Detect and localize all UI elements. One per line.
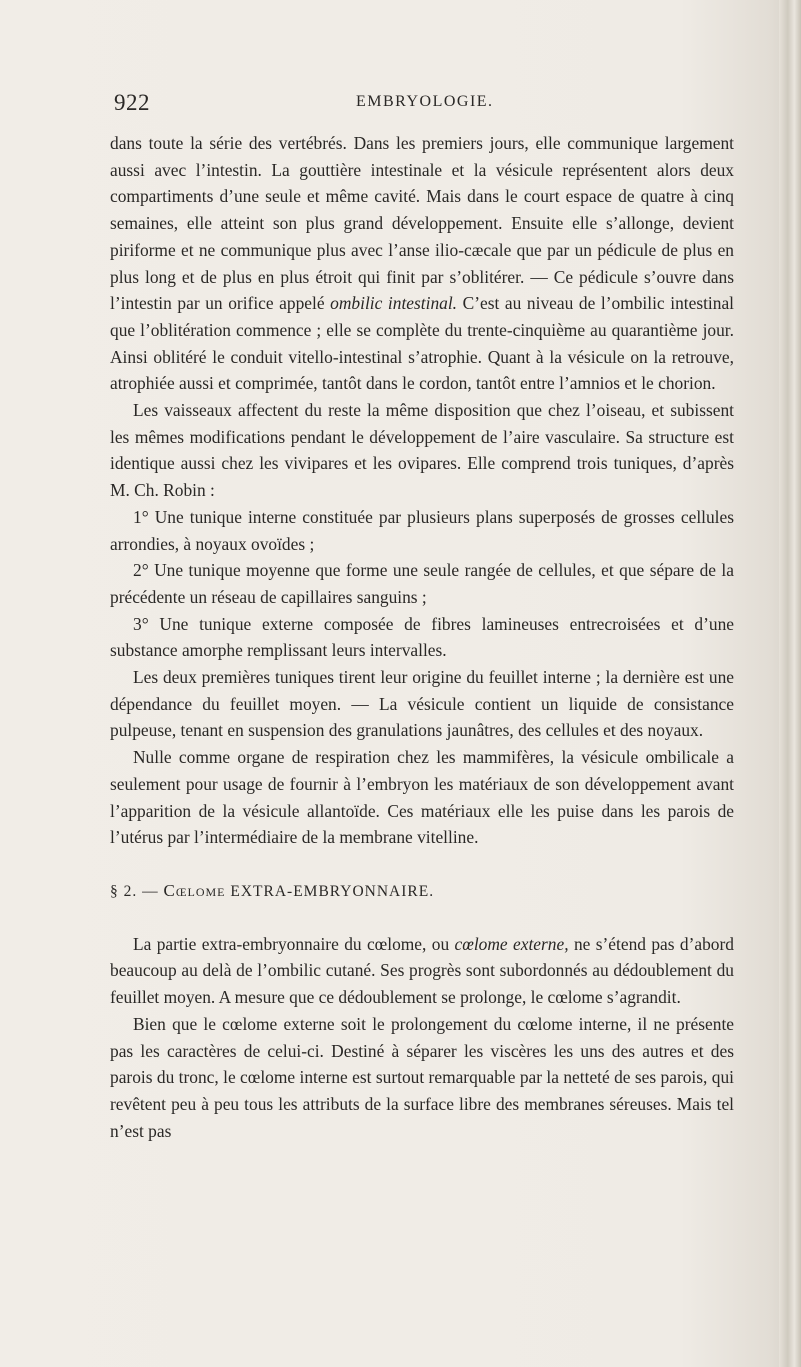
paragraph-7: Nulle comme organe de respiration chez les mammifères, la vésicule ombilicale a seulement pour usage de fournir à l’embryon les matériaux de son développement avant l’apparition de la vésicule allantoïde. Ces matériaux elle les puise dans les parois de l’utérus par l’intermédiaire de la membrane vitelline.	[110, 747, 734, 848]
paragraph-6: Les deux premières tuniques tirent leur origine du feuillet interne ; la dernière est une dépendance du feuillet moyen. — La vésicule contient un liquide de consistance pulpeuse, tenant en suspension des granulations jaunâtres, des cellules et des noyaux.	[110, 667, 734, 741]
paragraph-1-text: dans toute la série des vertébrés. Dans les premiers jours, elle communique largement aussi avec l’intestin. La gouttière intestinale et la vésicule représentent alors deux compartiments d’une seule et même cavité. Mais dans le court espace de quatre à cinq semaines, elle atteint son plus grand développement. Ensuite elle s’allonge, devient piriforme et ne communique plus avec l’anse ilio-cæcale que par un pédicule de plus en plus long et de plus en plus étroit qui finit par s’oblitérer. — Ce pédicule s’ouvre dans l’intestin par un orifice appelé	[110, 133, 734, 314]
paragraph-4: 2° Une tunique moyenne que forme une seule rangée de cellules, et que sépare de la précédente un réseau de capillaires sanguins ;	[110, 560, 734, 607]
page-header	[114, 90, 730, 120]
section-heading	[110, 878, 734, 906]
term-coelome-externe: cœlome externe,	[454, 933, 569, 954]
term-ombilic-intestinal: ombilic intestinal.	[330, 293, 458, 314]
paragraph-9: Bien que le cœlome externe soit le prolongement du cœlome interne, il ne présente pas les caractères de celui-ci. Destiné à séparer les viscères les uns des autres et des parois du tronc, le cœlome interne est surtout remarquable par la netteté de ses parois, qui revêtent peu à peu tous les attributs de la surface libre des membranes séreuses. Mais tel n’est pas	[110, 1013, 734, 1141]
paragraph-8-end: ne s’étend pas d’abord beaucoup au delà de l’ombilic cutané. Ses progrès sont subordonnés au dédoublement du feuillet moyen. A mesure que ce dédoublement se prolonge, le cœlome s’agrandit.	[110, 933, 734, 1008]
page-number: 922	[114, 90, 150, 115]
section-title-caps: Cœlome	[163, 880, 226, 900]
paragraph-2: Les vaisseaux affectent du reste la même disposition que chez l’oiseau, et subissent les mêmes modifications pendant le développement de l’aire vasculaire. Sa structure est identique aussi chez les vivipares et les ovipares. Elle comprend trois tuniques, d’après M. Ch. Robin :	[110, 400, 734, 501]
section-title-rest: EXTRA-EMBRYONNAIRE.	[230, 882, 435, 900]
page-edge	[779, 0, 801, 1367]
body-text	[110, 130, 734, 1144]
paragraph-1-end: C’est au niveau de l’ombilic intestinal que l’oblitération commence ; elle se complète du trente-cinquième au quarantième jour. Ainsi oblitéré le conduit vitello-intestinal s’atrophie. Quant à la vésicule on la retrouve, atrophiée aussi et comprimée, tantôt dans le cordon, tantôt entre l’amnios et le chorion.	[110, 293, 734, 394]
paragraph-1	[110, 130, 734, 397]
paragraph-8	[110, 931, 734, 1011]
paragraph-5: 3° Une tunique externe composée de fibres lamineuses entrecroisées et d’une substance amorphe remplissant leurs intervalles.	[110, 613, 734, 661]
paragraph-3: 1° Une tunique interne constituée par plusieurs plans superposés de grosses cellules arrondies, à noyaux ovoïdes ;	[110, 506, 734, 554]
section-number: § 2. —	[110, 882, 159, 900]
paragraph-8-start: La partie extra-embryonnaire du cœlome, ou	[133, 933, 455, 954]
running-title: EMBRYOLOGIE.	[356, 93, 494, 110]
